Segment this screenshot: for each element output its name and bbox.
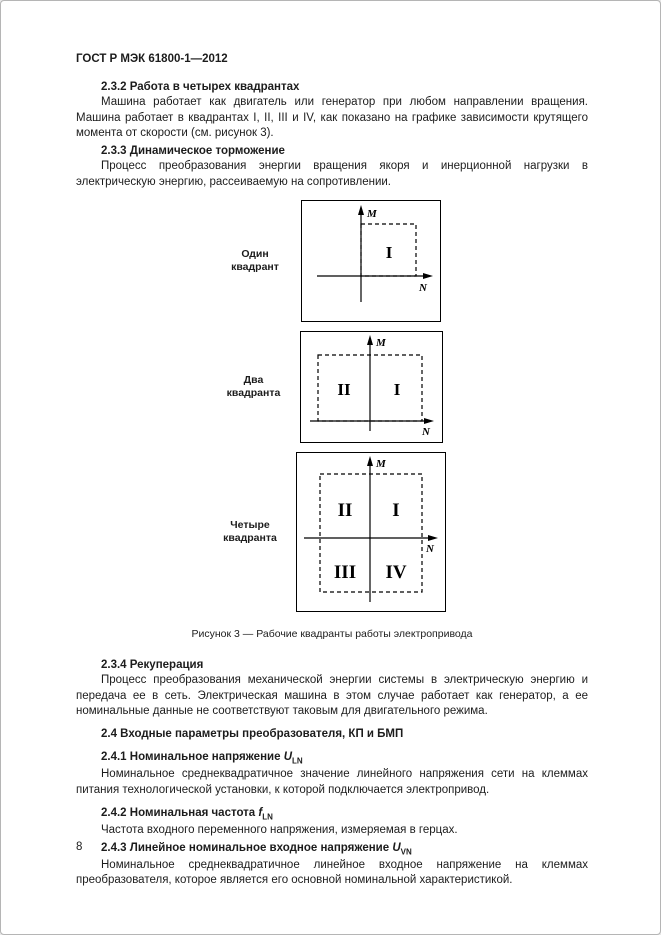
- m-axis-label: M: [367, 207, 377, 220]
- diagram-row-two-quadrant: [76, 331, 588, 443]
- n-axis-label: N: [421, 425, 430, 438]
- section-2-4-title: 2.4 Входные параметры преобразователя, КП и БМП: [101, 728, 404, 741]
- section-2-3-4-title: 2.3.4 Рекуперация: [101, 658, 204, 671]
- section-2-3-4-body: Процесс преобразования механической энергии системы в электрическую энергию и передача ее в сеть. Электрическая машина в этом случае работает как генератор, а ее номинальные данные не соответствуют таковым для двигательного режима.: [76, 674, 588, 717]
- voltage-symbol: U: [392, 842, 401, 855]
- section-2-3-3-body: Процесс преобразования энергии вращения якоря и инерционной нагрузки в электрическую энергию, рассеиваемую на сопротивлении.: [76, 160, 588, 188]
- two-quadrant-diagram: [300, 331, 443, 443]
- section-2-4-1-body: Номинальное среднеквадратичное значение линейного напряжения сети на клеммах питания технологической установки, к которой подключается электропривод.: [76, 768, 588, 796]
- n-axis-arrow-icon: [423, 273, 433, 279]
- m-axis-label: M: [375, 336, 386, 349]
- section-2-3-3-title: 2.3.3 Динамическое торможение: [101, 145, 285, 158]
- n-axis-arrow-icon: [424, 418, 434, 424]
- quadrant-iii-label: III: [333, 561, 357, 583]
- n-axis-label: N: [419, 281, 427, 294]
- section-2-4-2-body: Частота входного переменного напряжения, измеряемая в герцах.: [101, 823, 458, 836]
- section-2-4-3-body: Номинальное среднеквадратичное линейное входное напряжение на клеммах преобразователя, которое является его основной номинальной характеристикой.: [76, 858, 588, 887]
- doc-number-header: ГОСТ Р МЭК 61800-1—2012: [76, 53, 228, 65]
- m-axis-label: M: [376, 457, 386, 470]
- page-content: [76, 53, 588, 889]
- n-axis-label: N: [426, 542, 434, 555]
- title-text: 2.4.1 Номинальное напряжение: [101, 751, 284, 764]
- frequency-symbol: f: [258, 806, 263, 819]
- symbol-subscript: LN: [292, 756, 303, 766]
- title-text: 2.4.3 Линейное номинальное входное напряжение: [101, 842, 393, 855]
- section-2-4-2-title: [76, 806, 588, 823]
- section-2-4-1-title: [76, 750, 588, 767]
- diagram-row-four-quadrant: [76, 452, 588, 612]
- four-quadrant-diagram: [296, 452, 446, 612]
- quadrant-iv-label: IV: [385, 561, 407, 583]
- title-text: 2.4.2 Номинальная частота: [101, 806, 259, 819]
- figure-3: [76, 200, 588, 640]
- diagram-label-one-quadrant: Один квадрант: [231, 247, 279, 273]
- diagram-label-four-quadrant: Четыре квадранта: [223, 518, 277, 544]
- n-axis-arrow-icon: [428, 535, 438, 541]
- quadrant-ii-label: II: [336, 379, 351, 399]
- m-axis-arrow-icon: [367, 456, 373, 466]
- page-number: 8: [76, 841, 83, 853]
- section-2-3-2-body: Машина работает как двигатель или генератор при любом направлении вращения. Машина работает в квадрантах I, II, III и IV, как показано на графике зависимости крутящего момента от скорости (см. рисунок 3).: [76, 96, 588, 139]
- quadrant-i-label: I: [393, 379, 400, 399]
- m-axis-arrow-icon: [367, 335, 373, 345]
- section-2-4-3-title: [76, 841, 588, 858]
- figure-caption: Рисунок 3 — Рабочие квадранты работы электропривода: [191, 627, 473, 640]
- one-quadrant-diagram: [301, 200, 441, 322]
- symbol-subscript: LN: [262, 812, 273, 822]
- quadrant-i-label: I: [392, 499, 400, 521]
- symbol-subscript: VN: [400, 847, 412, 857]
- quadrant-ii-label: II: [337, 499, 353, 521]
- section-2-3-2-title: 2.3.2 Работа в четырех квадрантах: [101, 81, 300, 93]
- voltage-symbol: U: [283, 751, 292, 764]
- m-axis-arrow-icon: [358, 205, 364, 215]
- quadrant-i-label: I: [385, 242, 393, 262]
- diagram-frame: [297, 452, 446, 611]
- diagram-label-two-quadrant: Два квадранта: [226, 373, 281, 399]
- diagram-row-one-quadrant: [76, 200, 588, 322]
